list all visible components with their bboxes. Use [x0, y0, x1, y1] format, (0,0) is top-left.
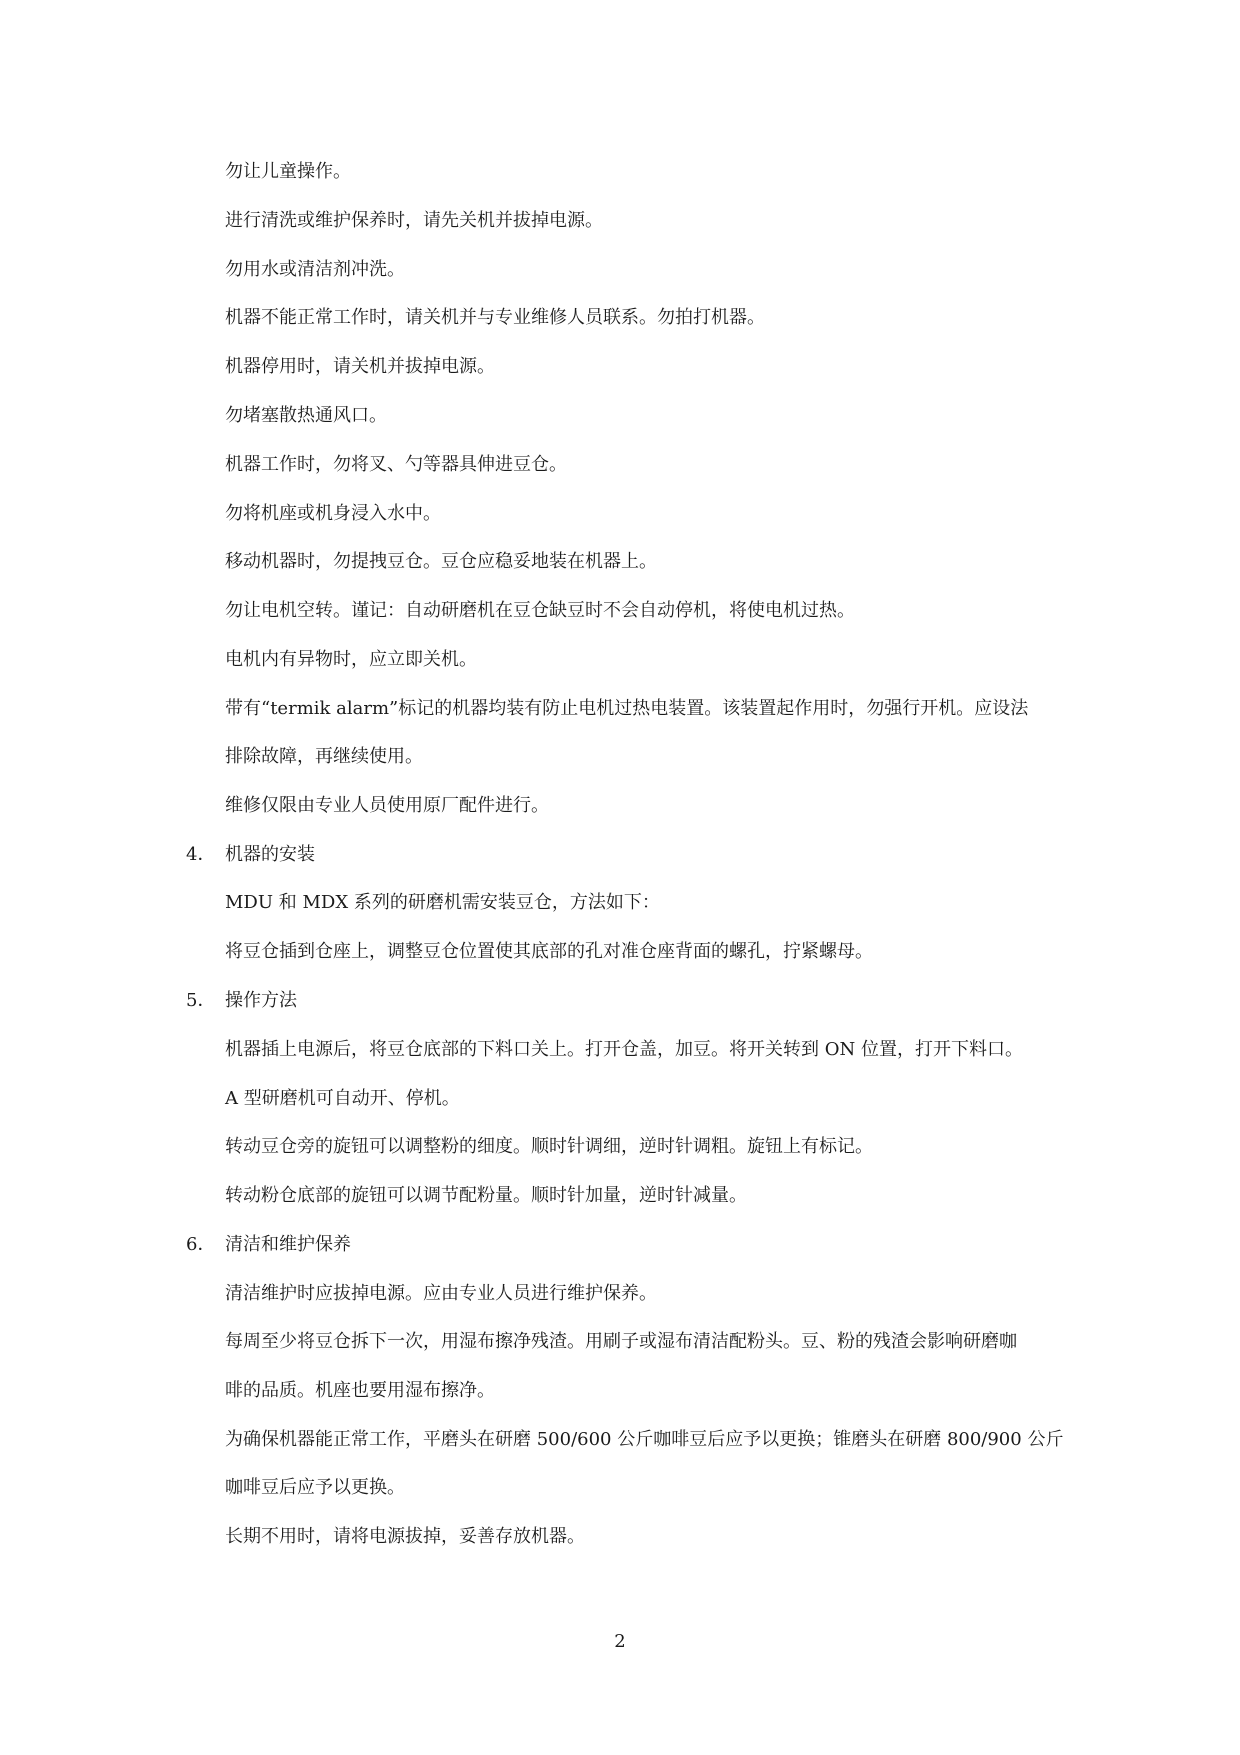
- safety-line: 勿堵塞散热通风口。: [225, 405, 387, 426]
- paragraph-line: 转动粉仓底部的旋钮可以调节配粉量。顺时针加量，逆时针减量。: [225, 1185, 747, 1206]
- section-number: 6．: [186, 1234, 216, 1255]
- page-number: 2: [614, 1631, 626, 1652]
- safety-line: 移动机器时，勿提拽豆仓。豆仓应稳妥地装在机器上。: [225, 551, 657, 572]
- paragraph-line: 啡的品质。机座也要用湿布擦净。: [225, 1380, 495, 1401]
- paragraph-line: 咖啡豆后应予以更换。: [225, 1477, 405, 1498]
- safety-line: 勿将机座或机身浸入水中。: [225, 503, 441, 524]
- paragraph-line: 清洁维护时应拔掉电源。应由专业人员进行维护保养。: [225, 1283, 657, 1304]
- paragraph-line: 将豆仓插到仓座上，调整豆仓位置使其底部的孔对准仓座背面的螺孔，拧紧螺母。: [225, 941, 873, 962]
- section-title: 清洁和维护保养: [225, 1234, 351, 1255]
- safety-line: 机器工作时，勿将叉、勺等器具伸进豆仓。: [225, 454, 567, 475]
- safety-line: 进行清洗或维护保养时，请先关机并拔掉电源。: [225, 210, 603, 231]
- paragraph-line: 长期不用时，请将电源拔掉，妥善存放机器。: [225, 1526, 585, 1547]
- section-number: 4．: [186, 844, 216, 865]
- section-title: 操作方法: [225, 990, 297, 1011]
- safety-line: 维修仅限由专业人员使用原厂配件进行。: [225, 795, 549, 816]
- safety-line: 勿让电机空转。谨记：自动研磨机在豆仓缺豆时不会自动停机，将使电机过热。: [225, 600, 855, 621]
- safety-line: 机器停用时，请关机并拔掉电源。: [225, 356, 495, 377]
- safety-line: 勿让儿童操作。: [225, 161, 351, 182]
- paragraph-line: A 型研磨机可自动开、停机。: [225, 1088, 460, 1109]
- safety-line: 勿用水或清洁剂冲洗。: [225, 259, 405, 280]
- paragraph-line: 为确保机器能正常工作，平磨头在研磨 500/600 公斤咖啡豆后应予以更换；锥磨头在研磨 800/900 公斤: [225, 1429, 1064, 1450]
- safety-line: 带有“termik alarm”标记的机器均装有防止电机过热电装置。该装置起作用时，勿强行开机。应设法: [225, 698, 1029, 719]
- section-heading-installation: [186, 843, 315, 867]
- section-heading-operation: [186, 989, 297, 1013]
- paragraph-line: 转动豆仓旁的旋钮可以调整粉的细度。顺时针调细，逆时针调粗。旋钮上有标记。: [225, 1136, 873, 1157]
- paragraph-line: MDU 和 MDX 系列的研磨机需安装豆仓，方法如下：: [225, 892, 660, 913]
- section-title: 机器的安装: [225, 844, 315, 865]
- section-heading-maintenance: [186, 1233, 351, 1257]
- safety-line: 电机内有异物时，应立即关机。: [225, 649, 477, 670]
- safety-line: 排除故障，再继续使用。: [225, 746, 423, 767]
- paragraph-line: 机器插上电源后，将豆仓底部的下料口关上。打开仓盖，加豆。将开关转到 ON 位置，打开下料口。: [225, 1039, 1023, 1060]
- section-number: 5．: [186, 990, 216, 1011]
- paragraph-line: 每周至少将豆仓拆下一次，用湿布擦净残渣。用刷子或湿布清洁配粉头。豆、粉的残渣会影响研磨咖: [225, 1331, 1017, 1352]
- safety-line: 机器不能正常工作时，请关机并与专业维修人员联系。勿拍打机器。: [225, 307, 765, 328]
